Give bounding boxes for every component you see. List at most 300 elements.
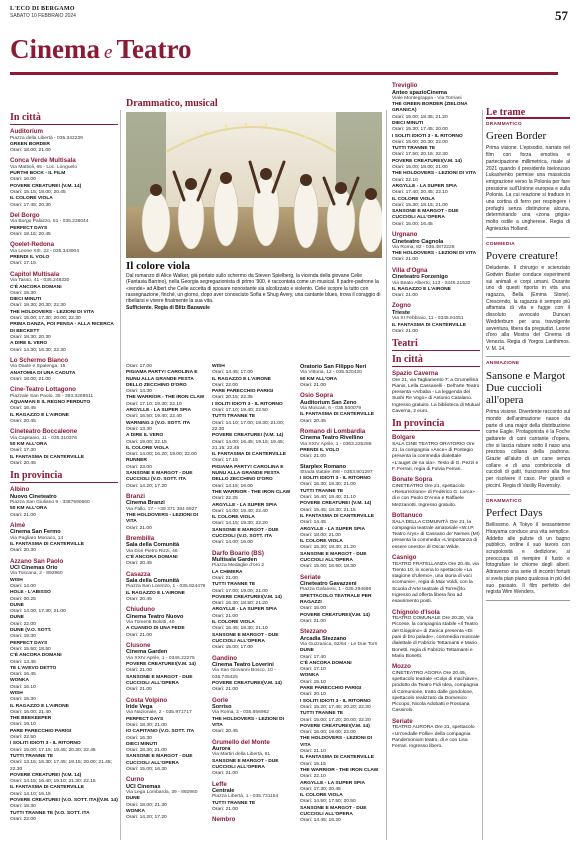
showtimes: Orari: 16.40; 18.40; 21.10 xyxy=(300,495,356,501)
film-title: TUTTI TRANNE TE xyxy=(300,488,344,494)
showtimes: Orari: 18.15; 20.45 xyxy=(10,232,51,238)
venue-address: Via Don Pietro Rizzi, 46 xyxy=(126,548,178,554)
film-title: IL RAGAZZO E L'AIRONE xyxy=(392,286,451,292)
showtimes: Orari: 17.45; 20.30 xyxy=(10,202,51,208)
film-title: C'È ANCORA DOMANI xyxy=(10,284,62,290)
film-title: POVERE CREATURE! (V.M. 14) xyxy=(10,772,82,778)
showtimes: Orari: 22.50 xyxy=(10,735,36,741)
showtimes: Orari: 14.30; 16.30; 22.30 xyxy=(10,347,66,353)
showtimes: Orari: 18.00; 21.30 xyxy=(126,802,167,808)
theatre-listing xyxy=(392,609,480,661)
showtimes: Orari: 16.45; 18.30; 21.10 xyxy=(212,626,268,632)
section-title xyxy=(10,34,191,68)
venue-name: Cinema Branzi xyxy=(126,500,165,507)
showtimes: Orari: 14.00 xyxy=(10,583,36,589)
film-title: POVERE CREATURE!(V.M. 14) xyxy=(212,680,282,686)
venue-address: Via Martiri della Libertà, 61 xyxy=(212,752,271,758)
showtimes: Orari: 15.45; 18.30; 21.15 xyxy=(300,507,356,513)
film-title: IL FANTASMA DI CANTERVILLE xyxy=(10,785,84,791)
film-title: AQUAMAN E IL REGNO PERDUTO xyxy=(10,400,91,405)
venue-address: Via Tasso, 41 - 035.248330 xyxy=(10,278,70,284)
showtimes: Orari: 14.20; 17.20 xyxy=(126,483,167,489)
film-title: C'È ANCORA DOMANI xyxy=(300,660,352,666)
film-title: PARE PARECCHIO PARIGI xyxy=(212,389,274,395)
showtimes: Orari: 15.30 xyxy=(10,290,36,296)
theatre-listing xyxy=(392,512,480,551)
showtimes: Orari: 17.30; 20.45 xyxy=(300,786,341,792)
review-title: Perfect Days xyxy=(486,507,543,520)
film-title: POVERE CREATURE!(V.M. 14) xyxy=(212,594,282,600)
film-title: IO CAPITANO (V.O. SOTT. ITA xyxy=(126,729,195,735)
venue-listing xyxy=(10,522,118,555)
showtimes: Orari: 20.45 xyxy=(10,460,36,466)
showtimes: Orari: 17.30 xyxy=(10,448,36,454)
venue-address: Via Toscana, 2 - 892960 xyxy=(10,571,63,577)
showtimes: Orari: 15.00; 20.30; 22.00 xyxy=(392,139,448,145)
showtimes: Orari: 16.50; 19.40; 22.40 xyxy=(126,414,182,420)
film-title: ARGYLLE - LA SUPER SPIA xyxy=(300,780,366,786)
showtimes: Orari: 15.30 xyxy=(10,697,36,703)
venue-city: Capitol Multisala xyxy=(10,270,60,278)
venue-address: Via Vittoria, 12 - 035.520420 xyxy=(300,370,362,376)
reviews-sidebar xyxy=(486,107,570,605)
film-title: A DIRE IL VERO xyxy=(126,433,164,439)
section-title-teatro: Teatro xyxy=(116,34,192,64)
film-title: GREEN BORDER xyxy=(10,141,50,147)
film-title: IL FANTASMA DI CANTERVILLE xyxy=(300,513,374,519)
showtimes: Orari: 14.10; 17.00; 19.30; 21.00; 22.30 xyxy=(212,420,285,432)
venue-name: Auditorium San Zeno xyxy=(300,399,357,406)
venue-address: Via Guzzanica, 62/64 - Le Due Torri xyxy=(300,641,378,647)
venue-listing xyxy=(300,464,384,571)
venue-address: Piazzale San Paolo, 35 - 393.3269511 xyxy=(10,393,94,399)
film-title: LA CHIMERA xyxy=(212,569,243,575)
column-divider xyxy=(482,110,483,840)
film-title: THE WARRIOR - THE IRON CLAW xyxy=(212,489,291,495)
venue-listing xyxy=(10,357,118,383)
film-title: IL COLORE VIOLA xyxy=(300,793,343,799)
film-photo-illustration xyxy=(126,112,382,258)
venue-address: Strada statale 498 - 0363.901297 xyxy=(300,469,373,475)
venue-listing xyxy=(126,697,206,774)
film-title: POVERE CREATURE!(V.M. 14) xyxy=(300,723,370,729)
venue-name: Multisala Garden xyxy=(212,557,258,564)
showtimes: Orari: 14.00; 16.00 xyxy=(212,540,253,546)
film-title: PERFECT DAYS xyxy=(10,640,48,646)
film-title: TUTTI TRANNE TE xyxy=(10,753,54,759)
venue-city: Auditorium xyxy=(10,128,43,135)
showtimes: Orari: 17.50; 20.15; 22.30 xyxy=(392,152,448,158)
venue-listing xyxy=(10,271,118,354)
film-title: DUNE xyxy=(10,602,24,608)
venue-listing xyxy=(126,642,206,694)
showtimes: Orari: 21.00 xyxy=(212,806,238,812)
theatre-listing xyxy=(392,718,480,751)
column-cinema-province-4 xyxy=(300,364,384,842)
featured-film-caption xyxy=(126,260,382,312)
venue-city: Cineteatro Boccaleone xyxy=(10,428,78,436)
showtimes: Orari: 14.00; 16.45; 19.15; 19.45; 21.15; 22.45 xyxy=(212,439,285,451)
showtimes: Orari: 14.45 xyxy=(300,520,326,526)
venue-listing xyxy=(10,486,118,519)
film-title: WARNING 2 (V.O. SOTT. ITA xyxy=(126,420,191,426)
title-rule xyxy=(10,72,558,75)
film-review xyxy=(486,122,570,238)
film-title: IL COLORE VIOLA xyxy=(10,196,53,202)
venue-name: Cinema Teatro Nuovo xyxy=(126,613,184,620)
theatre-listing xyxy=(392,554,480,606)
venue-city: Osio Sopra xyxy=(300,392,334,400)
theatre-description: TEATRO FRATELLANZA Ore 20.45, via Trento 10, in scena lo spettacolo «La stagione d'Ulemo», una storia di voci scomunie», regia di Max Voldi, con la Scuola d'Arte teatrale di Torre@lo. Ingresso ad offerta libera fino ad esaurimento posti. xyxy=(392,561,479,605)
film-title: ARGYLLE - LA SUPER SPIA xyxy=(392,183,458,189)
review-title: Povere creature! xyxy=(486,250,559,263)
venue-address: Via Roma, 2 - 035.656962 xyxy=(212,710,270,716)
teatri-heading: Teatri xyxy=(392,338,480,351)
venue-listing xyxy=(126,535,206,568)
venue-name: Sala della Comunità xyxy=(126,542,180,549)
showtimes: Orari: 21.00 xyxy=(392,257,418,263)
showtimes: Orari: 13.45 xyxy=(10,659,36,665)
venue-address: Via Tomenti Bolotti, 40 xyxy=(126,620,175,626)
venue-listing xyxy=(126,571,206,604)
showtimes: Orari: 21.00 xyxy=(212,771,238,777)
review-genre: DRAMMATICO xyxy=(486,498,522,504)
venue-address: Via Nazionale, 2 - 035.971717 xyxy=(126,710,192,716)
venue-address: Via Leone XIII, 22 - 035.343904 xyxy=(10,248,79,254)
showtimes: Orari: 22.00 xyxy=(10,816,36,822)
showtimes: Orari: 13.15; 16.30; 17.45; 19.15; 20.00; 21.45; 22.30 xyxy=(10,760,112,772)
venue-listing xyxy=(126,364,206,490)
venue-listing xyxy=(392,82,480,228)
showtimes: Orari: 21.00 xyxy=(126,525,152,531)
showtimes: Orari: 16.00 xyxy=(300,606,326,612)
theatre-listing xyxy=(392,663,480,715)
film-title: IL COLORE VIOLA xyxy=(126,445,169,451)
film-title: THE GREEN BORDER (ZIELONA GRANICA) xyxy=(392,102,468,114)
showtimes: Orari: 17.10; 19.30; 22.10 xyxy=(126,401,182,407)
film-title: THE HOLDOVERS - LEZIONI DI VITA xyxy=(126,513,199,525)
film-title: I SOLITI IDIOTI 3 - IL RITORNO xyxy=(212,401,283,407)
film-title: WONKA xyxy=(126,809,146,815)
showtimes: Orari: 14.00; 17.30; 21.00 xyxy=(10,609,66,615)
showtimes: Orari: 19.10 xyxy=(10,722,36,728)
in-citta-heading: In città xyxy=(10,112,118,125)
film-title: C'È ANCORA DOMANI xyxy=(126,555,178,561)
showtimes: Orari: 21.00 xyxy=(300,382,326,388)
venue-address: Via Beato Alberto, 113 - 0346.21532 xyxy=(392,280,471,286)
showtimes: Orari: 14.30 xyxy=(126,389,152,395)
film-title: POVERE CREATURE! (V.O. SOTT. ITA)(V.M. 14) xyxy=(10,798,118,804)
showtimes: Orari: 15.00; 16.30 xyxy=(126,767,167,773)
venue-address: Piazza San Lorenzo, 1 - 035.824479 xyxy=(126,584,206,590)
film-title: C'È ANCORA DOMANI xyxy=(10,653,62,659)
review-title: Sansone e Margot Due cuccioli all'opera xyxy=(486,370,566,407)
venue-city: Seriate xyxy=(300,573,321,581)
film-title: DIECI MINUTI xyxy=(10,297,42,303)
film-title: IL COLORE VIOLA xyxy=(392,196,435,202)
showtimes: Orari: 15.00; 18.35; 21.20 xyxy=(392,114,448,120)
showtimes: Orari: 19.30 xyxy=(10,634,36,640)
showtimes: Orari: 20.15; 22.35 xyxy=(212,395,253,401)
showtimes: Orari: 17.15 xyxy=(10,261,36,267)
film-title: PURTHI BOCK - IL FILM xyxy=(10,171,66,177)
film-title: DUNE (V.O. SOTT. xyxy=(10,628,52,634)
film-title: POVERE CREATURE! (V.M. 14) xyxy=(10,183,82,189)
film-title: SANSONE E MARGOT - DUE CUCCIOLI ALL'OPERA xyxy=(300,805,367,817)
showtimes: Orari: 20.45 xyxy=(126,561,152,567)
showtimes: Orari: 14.20; 17.20 xyxy=(126,815,167,821)
showtimes: Orari: 18.30; 20.30; 22.30 xyxy=(10,303,66,309)
review-title: Green Border xyxy=(486,130,547,143)
film-title: IL RAGAZZO E L'AIRONE xyxy=(10,412,69,418)
showtimes: Orari: 23.00 xyxy=(126,464,152,470)
film-title: SANSONE E MARGOT - DUE CUCCIOLI ALL'OPERA xyxy=(212,632,279,644)
showtimes: Orari: 15.00; 18.00; 21.00 xyxy=(392,165,448,171)
reviews-heading: Le trame xyxy=(486,110,570,119)
film-title: TUTTI TRANNE TE xyxy=(392,146,436,152)
film-title: SPETTACOLO TEATRALE PER RAGAZZI xyxy=(300,593,372,605)
venue-listing xyxy=(126,493,206,532)
venue-address: Via Borgo Palazzo, 51 - 035.236044 xyxy=(10,219,89,225)
showtimes: Orari: 14.15; 16.40; 19.10; 21.30; 22.15 xyxy=(10,779,96,785)
theatre-listing xyxy=(392,370,480,415)
theatre-description: CINETEATRO Ore 21, spettacolo «Resurrezione» di Federico G. Lorca» di e con Paolo D'Anna e Raffaele Mezzanotti. Ingresso gratuito. xyxy=(392,483,475,508)
showtimes: Orari: 21.00 xyxy=(300,618,326,624)
venue-city: Curno xyxy=(126,776,145,784)
venue-listing xyxy=(392,267,480,300)
film-title: IL COLORE VIOLA xyxy=(212,620,255,626)
venue-address: Via Lega Lombarda, 39 - 892960 xyxy=(126,790,198,796)
section-title-and: e xyxy=(104,42,113,63)
film-title: TUTTI TRANNE TE xyxy=(212,414,256,420)
theatre-venue: Chignolo d'Isola xyxy=(392,608,440,616)
venue-address: Piazza Libertà, 1 - 035.731154 xyxy=(212,794,279,800)
showtimes: Orari: 22.25 xyxy=(212,496,238,502)
film-title: PRENDI IL VOLO xyxy=(10,255,50,261)
film-title: 50 KM ALL'ORA xyxy=(10,441,48,447)
venue-city: Nembro xyxy=(212,816,236,824)
showtimes: Orari: 22.10 xyxy=(300,774,326,780)
theatre-description: SALA CINE TEATRO ORATORIO Ore 21, la compagnia «Ance» di Pontegio presenta la commedia dialettale «L'auget de na ola». Testo di G. Pezzi e F. Ferrari, regia di Fulvia Ferrari. xyxy=(392,441,479,473)
theatre-description: Ore 21, via Tagliamento 7: a Grumellina Pianis, Lella Cassanelli - Dell'arte Teatro presenta «Arbaba - La leggenda del Sushi Re Vogo» di Antonio Catalano. Ingresso gratuito. La biblioteca di Mutual Caverna, 2 euro. xyxy=(392,377,480,415)
showtimes: Orari: 17.40 xyxy=(300,654,326,660)
film-title: POVERE CREATURE!(V.M. 14) xyxy=(392,158,462,164)
showtimes: Orari: 22.10 xyxy=(392,177,418,183)
film-title: PIGIAMA PARTY! CAROLINA E NUNU ALLA GRANDE FESTA DELLO ZECCHINO D'ORO xyxy=(212,464,284,483)
film-title: IL COLORE VIOLA xyxy=(300,539,343,545)
section-title-cinema: Cinema xyxy=(10,34,100,64)
showtimes: Orari: 14.45; 17.00 xyxy=(212,370,253,376)
column-divider xyxy=(386,110,387,840)
venue-name: Iride Vega xyxy=(126,704,153,711)
venue-listing xyxy=(392,302,480,335)
venue-city: Almè xyxy=(10,521,26,529)
film-title: IL RAGAZZO E L'AIRONE xyxy=(212,376,271,382)
venue-name: Cinema Teatro Loverini xyxy=(212,662,274,669)
review-body: Bellissimo. A Tokyo il sessantenne Hirayama conduce una vita semplice. Addetto alle pulizie di un bagno pubblico, ordine il suo lavoro con scrupolosità e dedizione, si preoccupa di riempire il fusto e fotografare le chiome degli alberi. Attraverso una serie di incontri fortuiti si svela pian piano qualcosa in più del suo passato. Il film perfetto del regista Wim Wenders. xyxy=(486,522,570,596)
showtimes: Orari: 16.00; 21.40 xyxy=(10,709,51,715)
film-title: THE HOLDOVERS - LEZIONI DI VITA xyxy=(392,251,477,257)
masthead xyxy=(10,6,570,32)
theatre-venue: Bolgare xyxy=(392,434,416,442)
film-title: IL FANTASMA DI CANTERVILLE xyxy=(300,755,374,761)
venue-address: Via Daste e Spalenga, 15 xyxy=(10,364,66,370)
venue-city: Albino xyxy=(10,486,30,494)
film-title: POVERE CREATURE!(V.M. 14) xyxy=(300,612,370,618)
film-title: SANSONE E MARGOT - DUE CUCCIOLI ALL'OPERA xyxy=(126,754,193,766)
film-title: POVERE CREATURE! (V.M. 14) xyxy=(300,501,372,507)
film-title: WISH xyxy=(10,690,23,696)
venue-name: UCI Cinemas xyxy=(126,783,161,790)
venue-listing xyxy=(212,364,296,547)
film-review xyxy=(486,499,570,601)
review-body: Deludente. Il chirurgo e scienziato Godwin Baxter conduce esperimenti sui animali e corpi umani. Durante uno di questi riporta in vita una ragazza, Bella (Emma Stone). Crescendo, la ragazza è sempre più affamata di vita e fugge con il dissoluto avvocato Duncan Wedderburn per una travolgente avventura, libera da pregiudizi. Leone d'oro alla Mostra del Cinema di Venezia. Regia di Yorgos Lanthimos. V. M. 14. xyxy=(486,265,570,352)
film-title: HOLE - L'ABISSO xyxy=(10,590,51,596)
showtimes: Orari: 15.30; 18.30; 21.20 xyxy=(300,545,356,551)
film-title: ARGYLLE - LA SUPER SPIA xyxy=(212,607,278,613)
venue-city: Azzano San Paolo xyxy=(10,557,64,565)
film-title: THE WARRIOR - THE IRON CLAW xyxy=(126,395,205,401)
featured-film-title: Il colore viola xyxy=(126,260,190,272)
venue-city: Zogno xyxy=(392,302,411,310)
film-title: THE HOLDOVERS - LEZIONI DI VITA xyxy=(10,309,95,315)
theatre-venue: Mozzo xyxy=(392,663,411,671)
showtimes: Orari: 15.00; 17.30; 20.00; 22.30 xyxy=(10,316,81,322)
film-title: ARGYLLE - LA SUPER SPIA xyxy=(126,408,192,414)
showtimes: Orari: 18.00; 21.00 xyxy=(300,532,341,538)
showtimes: Orari: 17.00; 19.00; 21.00 xyxy=(212,588,268,594)
venue-name: Aurora xyxy=(212,746,231,753)
showtimes: Orari: 18.30; 21.00 xyxy=(126,722,167,728)
venue-city: Costa Volpino xyxy=(126,696,168,704)
showtimes: Orari: 18.30; 21.00 xyxy=(126,748,167,754)
film-title: 50 KM ALL'ORA xyxy=(10,506,48,512)
film-title: RUNNER xyxy=(126,458,147,464)
venue-name: Centrale xyxy=(212,788,235,795)
page-number: 57 xyxy=(555,8,568,23)
showtimes: Orari: 20.45 xyxy=(212,729,238,735)
teatri-in-provincia-heading: In provincia xyxy=(392,418,480,431)
venue-address: Via XXIV Aprile, 1 - 0346.22275 xyxy=(126,655,195,661)
venue-name: Anteo spazioCinema xyxy=(392,89,448,96)
venue-address: Piazza della Libertà - 035.342239 xyxy=(10,135,83,141)
film-title: ANATOMIA DI UNA CADUTA xyxy=(10,370,76,376)
venue-address: Via Pagliaro Monaco, 14 xyxy=(10,535,64,541)
venue-listing xyxy=(126,606,206,639)
showtimes: Orari: 20.10 xyxy=(300,692,326,698)
film-title: TUTTI TRANNE TE (V.O. SOTT. ITA xyxy=(10,810,90,816)
venue-city: Gandino xyxy=(212,654,238,662)
showtimes: Orari: 17.00 xyxy=(126,364,152,369)
film-title: A DIRE IL VERO xyxy=(10,341,48,347)
featured-film-credit: Sufficiente. Regia di Blitz Bazawule xyxy=(126,305,210,312)
venue-name: Cineteatro Gavazzeni xyxy=(300,581,357,588)
showtimes: Orari: 17.15 xyxy=(212,458,238,464)
venue-listing xyxy=(212,739,296,778)
showtimes: Orari: 16.30; 18.50; 21.20 xyxy=(212,601,268,607)
venue-name: Nuovo Cineteatro xyxy=(10,493,57,500)
showtimes: Orari: 14.45; 16.20 xyxy=(300,818,341,824)
venue-listing xyxy=(300,428,384,461)
theatre-description: TEATRO COMUNALE Ore 20.30, Via Piccese, la compagnia stabile «Il Teatro del Gioppino» di Zanica presenta «Di pani di bro palade», commedia musicale dialettale di Fabrizio Tettamanti e Mario Bonetti, regia di Fabrizio Tettamanti e Mario Bonetti. xyxy=(392,616,480,659)
venue-listing xyxy=(300,392,384,425)
film-title: SANSONE E MARGOT - DUE CUCCIOLI ALL'OPERA xyxy=(392,209,459,221)
venue-listing xyxy=(212,655,296,694)
theatre-venue: Bottanuco xyxy=(392,512,423,520)
film-title: PRIMA DANZA, POI PENSA - ALLA RICERCA DI BECKETT xyxy=(10,322,114,334)
column-cinema-province-3 xyxy=(212,364,296,842)
venue-address: Via XI Febbraio, 11 - 0345.91051 xyxy=(392,316,464,322)
theatre-listing xyxy=(392,476,480,509)
column-divider xyxy=(120,110,121,840)
showtimes: Orari: 17.10 xyxy=(300,667,326,673)
film-title: WONKA xyxy=(300,673,320,679)
venue-city: Del Borgo xyxy=(10,211,40,219)
showtimes: Orari: 21.00 xyxy=(126,668,152,674)
film-title: DUNE xyxy=(10,615,24,621)
venue-name: UCI Cinemas Orio xyxy=(10,565,58,572)
showtimes: Orari: 18.30 xyxy=(10,804,36,810)
column-cinema-teatri xyxy=(392,82,480,842)
theatre-venue: Casnigo xyxy=(392,554,417,562)
showtimes: Orari: 20.45 xyxy=(126,597,152,602)
venue-name: Cineteatro Forzenigo xyxy=(392,274,448,281)
venue-city: Conca Verde Multisala xyxy=(10,157,76,165)
column-cinema-city xyxy=(10,112,118,840)
venue-city: Chiuduno xyxy=(126,606,155,614)
showtimes: Orari: 15.50; 18.50 xyxy=(10,646,51,652)
showtimes: Orari: 15.00; 17.00 xyxy=(212,645,253,651)
venue-city: Qoelet-Redona xyxy=(10,241,55,249)
showtimes: Orari: 16.00; 19.00; 22.00 xyxy=(300,730,356,736)
showtimes: Orari: 15.10 xyxy=(300,679,326,685)
film-title: WISH xyxy=(10,577,23,583)
showtimes: Orari: 15.30; 18.15; 21.00 xyxy=(392,202,448,208)
in-provincia-heading: In provincia xyxy=(10,470,118,483)
showtimes: Orari: 21.00 xyxy=(392,293,418,299)
venue-listing xyxy=(10,212,118,238)
film-title: DIECI MINUTI xyxy=(392,120,424,126)
film-title: POVERE CREATURE! (V.M. 14) xyxy=(212,433,284,439)
showtimes: Orari: 13.30 xyxy=(126,426,152,432)
showtimes: Orari: 16.00 xyxy=(10,177,36,183)
showtimes: Orari: 15.30; 17.45; 20.00 xyxy=(392,127,448,133)
film-title: WISH xyxy=(212,364,225,369)
film-title: I SOLITI IDIOTI 3 - IL RITORNO xyxy=(392,133,463,139)
venue-listing xyxy=(10,157,118,209)
showtimes: Orari: 15.00; 16.50; 18.30 xyxy=(300,564,356,570)
showtimes: Orari: 17.40; 20.45; 22.10 xyxy=(392,190,448,196)
film-photo xyxy=(126,112,382,258)
film-title: SANSONE E MARGOT - DUE CUCCIOLI (V.O. SOTT. ITA xyxy=(126,471,193,483)
venue-address: Via Mattioli, 65 - Loc. Longuelo xyxy=(10,164,78,170)
venue-city: Romano di Lombardia xyxy=(300,427,366,435)
review-genre: DRAMMATICO xyxy=(486,121,522,127)
venue-listing xyxy=(10,428,118,467)
showtimes: Orari: 22.00 xyxy=(212,382,238,388)
film-title: PRENDI IL VOLO xyxy=(300,447,340,453)
venue-name: Sala della Comunità xyxy=(126,578,180,585)
showtimes: Orari: 21.00 xyxy=(392,328,418,334)
theatre-description: CINETEATRO AGORA Ore 20.45, spettacolo teatrale «Colpi di machiave», prodotto da Teatro Fidi Idea, compagnia di Comunione, tratto dalle gondolone, spettacolo realizzato da Domenico Piccopo, Nicola Adobatti e Rossana Cassirolo. xyxy=(392,670,479,714)
venue-name: Arcadia Stezzano xyxy=(300,635,347,642)
film-title: THE HOLDOVERS - LEZIONI DI VITA xyxy=(392,171,477,177)
venue-listing xyxy=(392,231,480,264)
venue-address: Via Fallo, 17 - +39 371 384 6927 xyxy=(126,506,198,512)
film-title: ARGYLLE - LA SUPER SPIA xyxy=(300,526,366,532)
film-title: IL FANTASMA DI CANTERVILLE xyxy=(10,541,84,547)
theatre-description: SALA DELLA COMUNITÀ Ore 21, la compagnia teatrale amatoriale «W.I.P. Teatro Arys» di Cassano de' Nemes (MI) presenta la commedia «L'importanza di essere onesto» di Oscar Wilde. xyxy=(392,519,480,550)
